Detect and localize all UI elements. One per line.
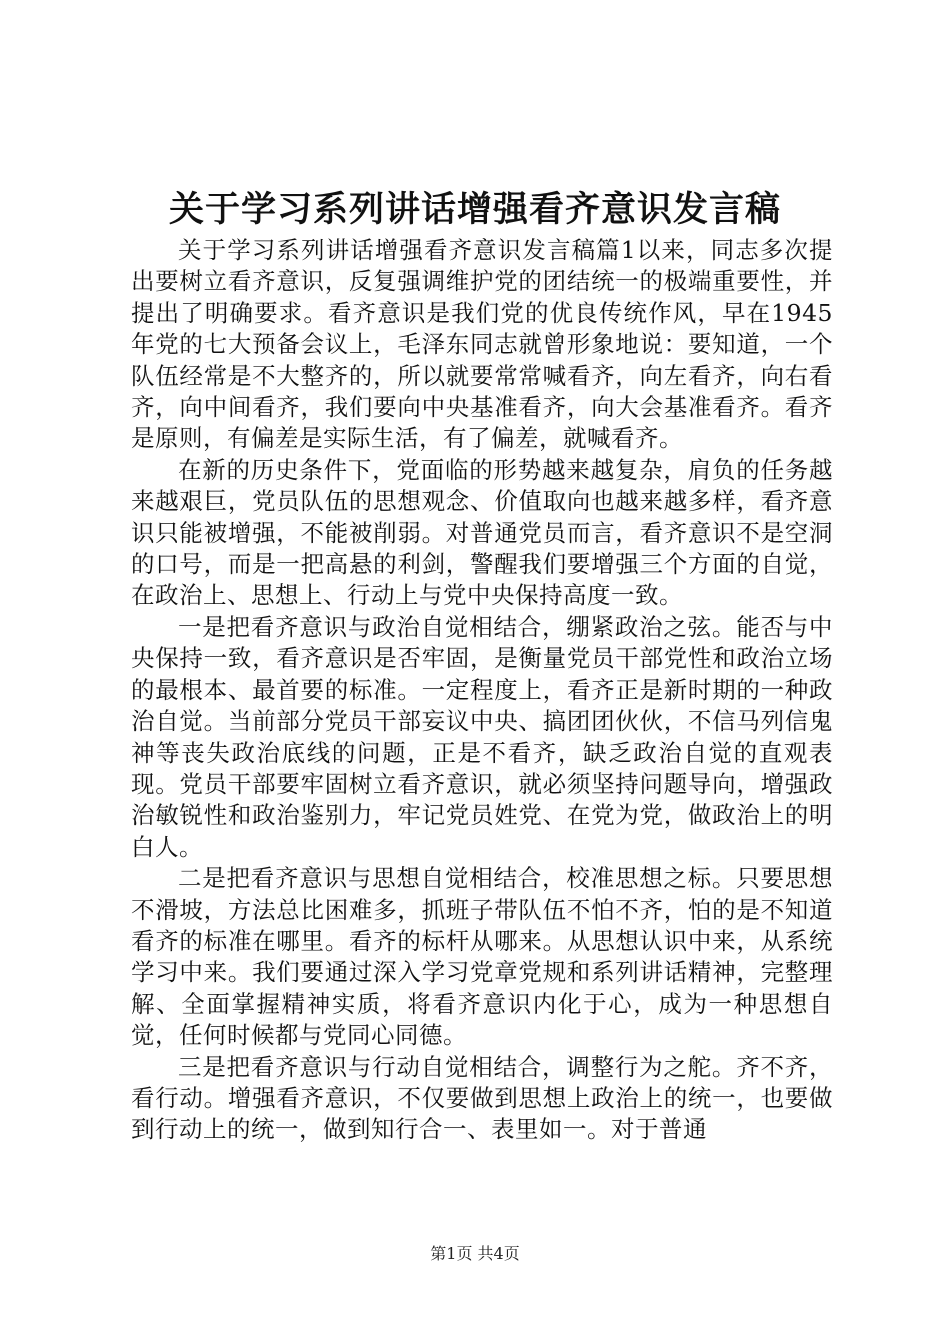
paragraph-5: 三是把看齐意识与行动自觉相结合，调整行为之舵。齐不齐，看行动。增强看齐意识，不仅要做到思想上政治上的统一，也要做到行动上的统一，做到知行合一、表里如一。对于普通 [131, 1052, 833, 1144]
paragraph-4: 二是把看齐意识与思想自觉相结合，校准思想之标。只要思想不滑坡，方法总比困难多，抓班子带队伍不怕不齐，怕的是不知道看齐的标准在哪里。看齐的标杆从哪来。从思想认识中来，从系统学习中来。我们要通过深入学习党章党规和系列讲话精神，完整理解、全面掌握精神实质，将看齐意识内化于心，成为一种思想自觉，任何时候都与党同心同德。 [131, 864, 833, 1050]
document-title: 关于学习系列讲话增强看齐意识发言稿 [168, 190, 781, 230]
document-body [131, 235, 833, 1146]
paragraph-1: 关于学习系列讲话增强看齐意识发言稿篇1以来，同志多次提出要树立看齐意识，反复强调维护党的团结统一的极端重要性，并提出了明确要求。看齐意识是我们党的优良传统作风，早在1945年党的七大预备会议上，毛泽东同志就曾形象地说：要知道，一个队伍经常是不大整齐的，所以就要常常喊看齐，向左看齐，向右看齐，向中间看齐，我们要向中央基准看齐，向大会基准看齐。看齐是原则，有偏差是实际生活，有了偏差，就喊看齐。 [131, 236, 833, 453]
paragraph-3: 一是把看齐意识与政治自觉相结合，绷紧政治之弦。能否与中央保持一致，看齐意识是否牢固，是衡量党员干部党性和政治立场的最根本、最首要的标准。一定程度上，看齐正是新时期的一种政治自觉。当前部分党员干部妄议中央、搞团团伙伙，不信马列信鬼神等丧失政治底线的问题，正是不看齐，缺乏政治自觉的直观表现。党员干部要牢固树立看齐意识，就必须坚持问题导向，增强政治敏锐性和政治鉴别力，牢记党员姓党、在党为党，做政治上的明白人。 [131, 612, 833, 861]
paragraph-2: 在新的历史条件下，党面临的形势越来越复杂，肩负的任务越来越艰巨，党员队伍的思想观念、价值取向也越来越多样，看齐意识只能被增强，不能被削弱。对普通党员而言，看齐意识不是空洞的口号，而是一把高悬的利剑，警醒我们要增强三个方面的自觉，在政治上、思想上、行动上与党中央保持高度一致。 [131, 455, 833, 610]
page-footer: 第1页 共4页 [430, 1244, 520, 1263]
